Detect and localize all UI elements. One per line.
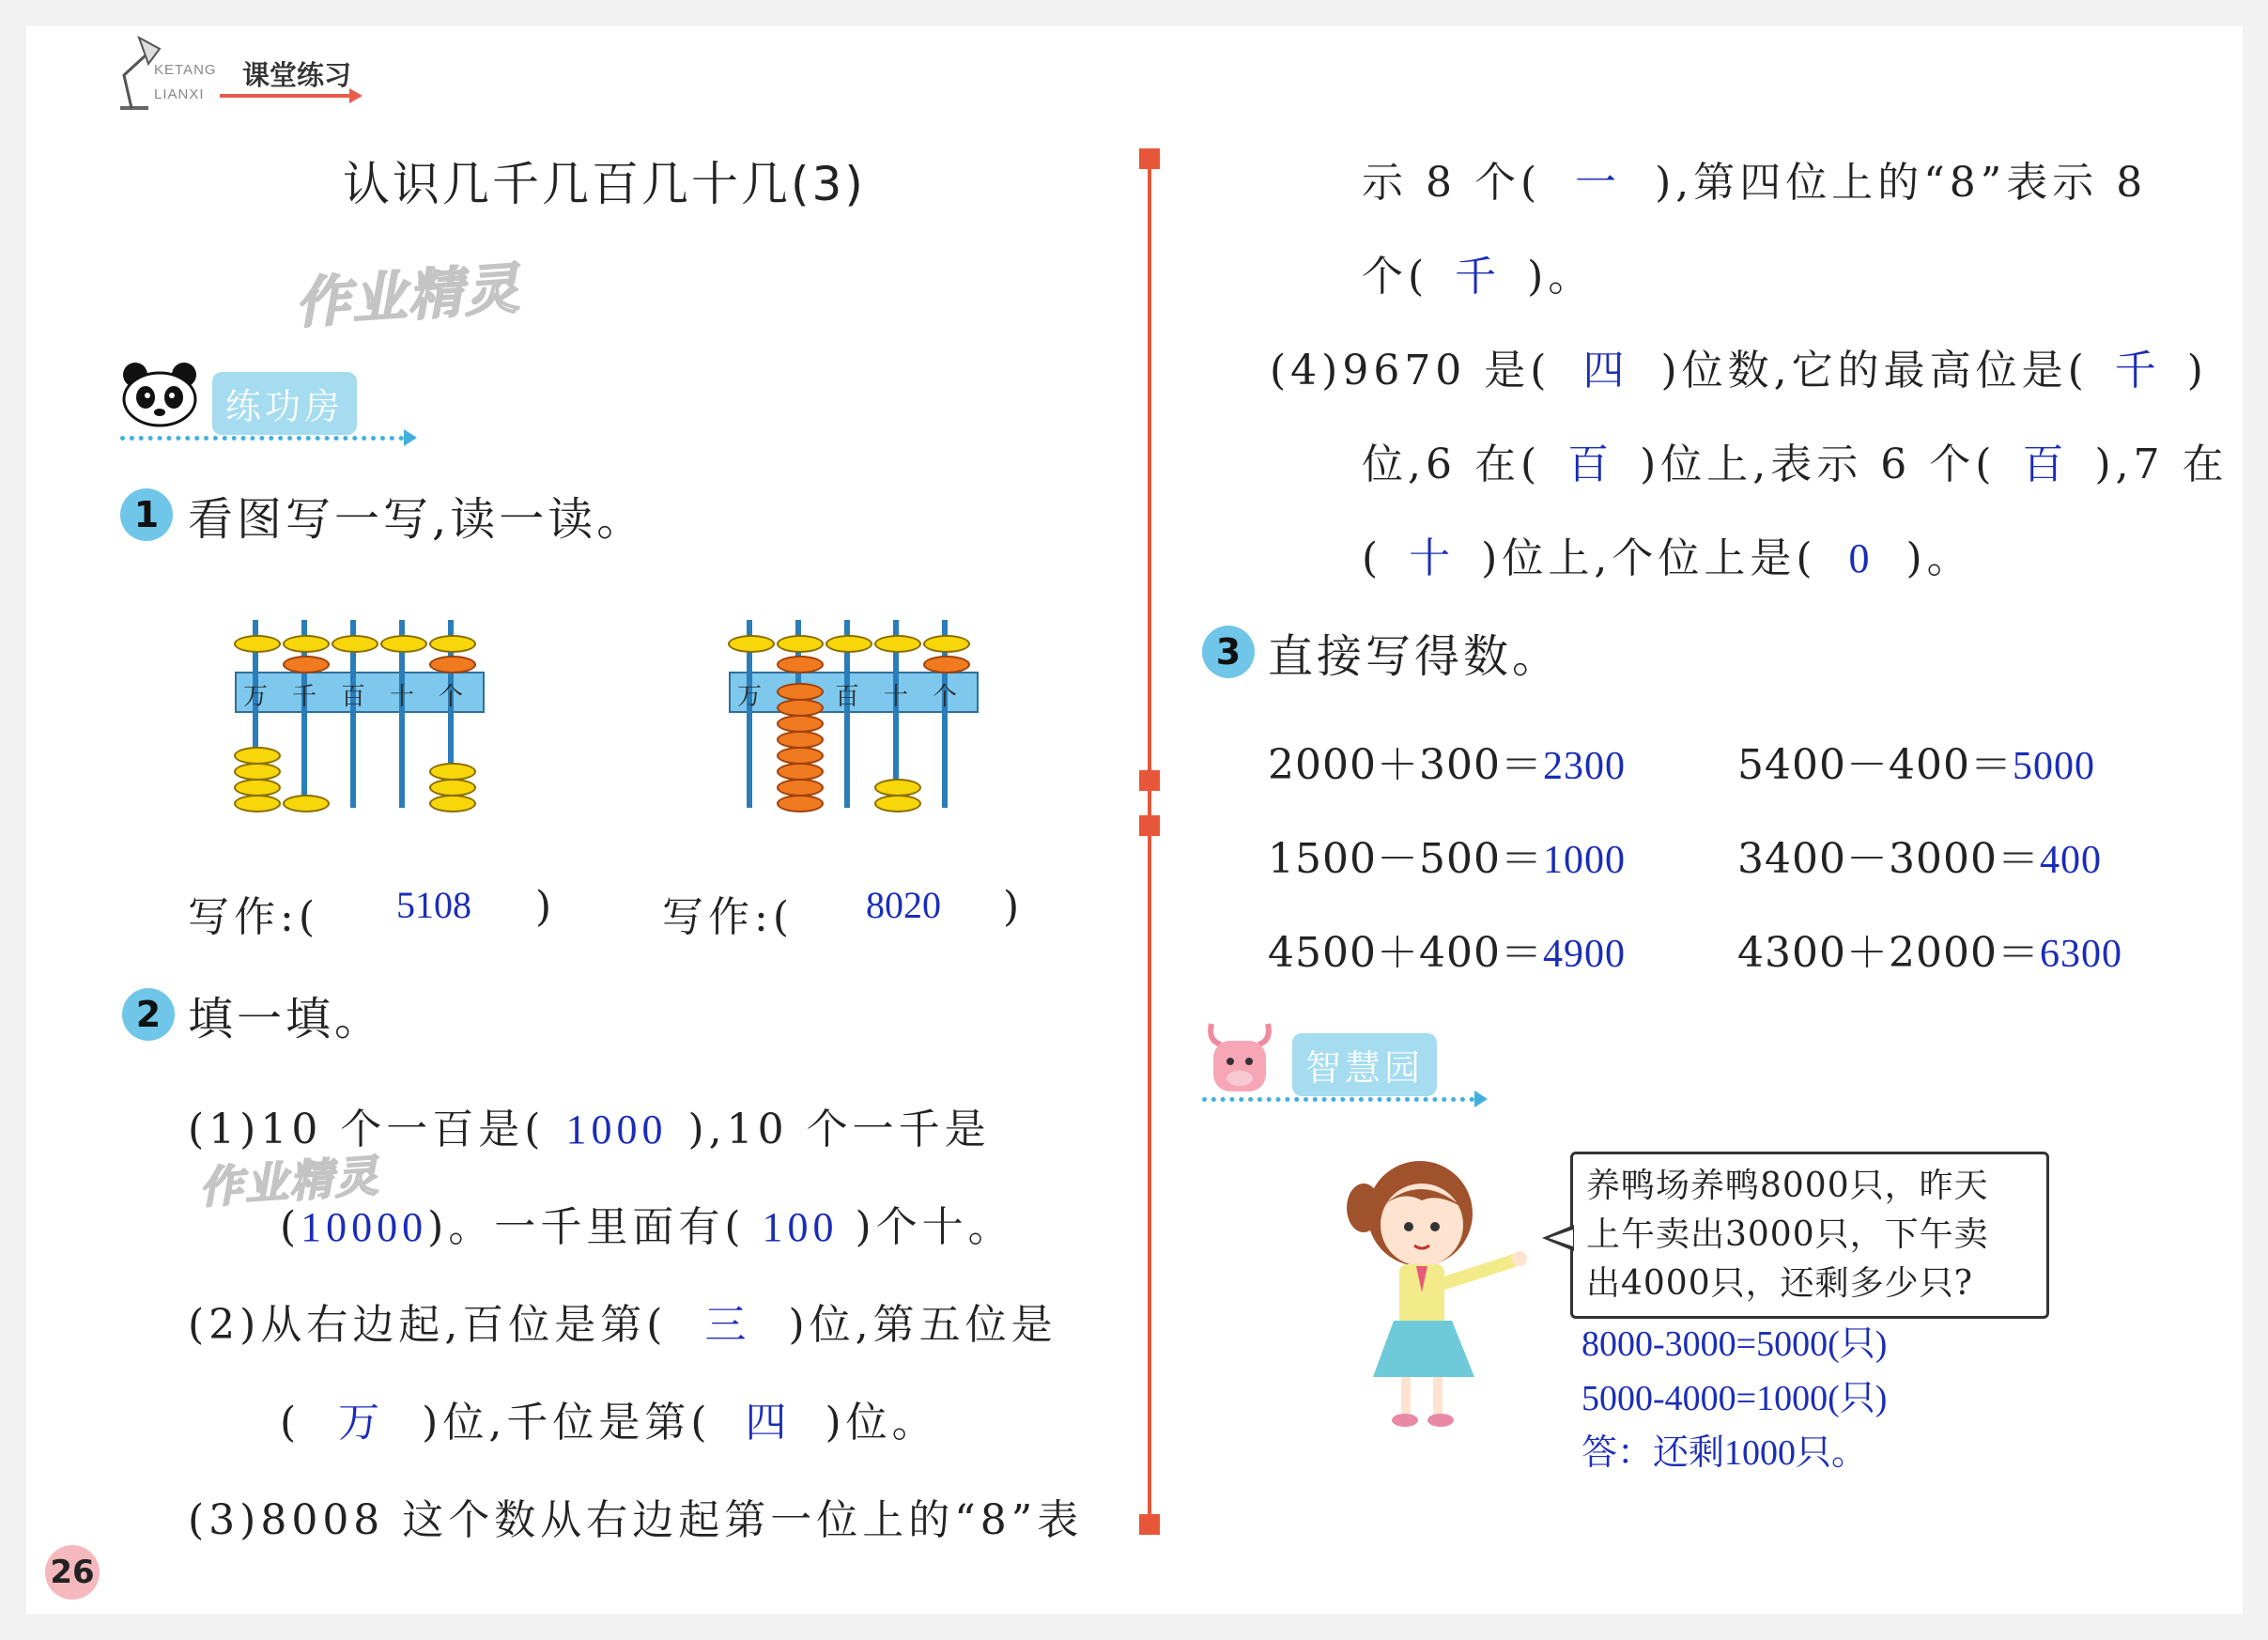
close-paren-1: ) (535, 883, 557, 931)
abacus-place-label: 百 (835, 683, 860, 711)
solution-line-2: 5000-4000=1000(只) (1581, 1379, 1888, 1418)
abacus-divider-bead (777, 656, 824, 673)
abacus-bead (234, 747, 281, 765)
abacus-bead (283, 795, 330, 812)
equation-answer: 400 (2039, 839, 2102, 882)
abacus-place-label: 千 (292, 683, 317, 711)
equation-6: 4300＋2000＝6300 (1737, 929, 2122, 977)
q2-line-5: (3)8008 这个数从右边起第一位上的“8”表 (188, 1496, 1084, 1544)
abacus-bead (777, 795, 824, 812)
cow-icon (1204, 1016, 1275, 1097)
page-number: 26 (45, 1545, 100, 1600)
abacus-bead (777, 715, 824, 733)
answer-shi: 十 (1409, 535, 1456, 581)
abacus-place-label: 个 (439, 683, 464, 711)
speech-line-1: 养鸭场养鸭8000只，昨天 (1586, 1167, 1989, 1205)
abacus-bead (874, 779, 921, 797)
solution-line-1: 8000-3000=5000(只) (1581, 1324, 1888, 1364)
abacus-bead (234, 779, 281, 797)
abacus-bead (429, 795, 476, 812)
section-divider-practice (120, 436, 404, 441)
equation-4: 3400－3000＝400 (1737, 835, 2102, 883)
q2-line-3: (2)从右边起,百位是第( 三 )位,第五位是 (188, 1301, 1057, 1349)
speech-bubble (1570, 1152, 2049, 1319)
abacus-upper-bead (380, 635, 427, 653)
divider-mark (1139, 148, 1160, 169)
equation-3: 1500－500＝1000 (1268, 835, 1626, 883)
answer-1000: 1000 (565, 1106, 668, 1153)
abacus-bead (777, 747, 824, 765)
equation-answer: 5000 (2012, 745, 2095, 788)
abacus-divider-bead (283, 656, 330, 673)
answer-bai-1: 百 (1567, 441, 1614, 487)
abacus-bead (777, 731, 824, 749)
abacus-place-label: 百 (341, 683, 366, 711)
abacus-upper-bead (777, 635, 824, 653)
equation-answer: 2300 (1542, 745, 1626, 788)
abacus-place-label: 个 (933, 683, 958, 711)
answer-abacus-2: 8020 (866, 884, 941, 926)
abacus-divider-bead (923, 656, 970, 673)
section-arrow-icon (1474, 1091, 1488, 1107)
answer-four-digit: 四 (1582, 348, 1629, 394)
abacus-upper-bead (283, 635, 330, 653)
answer-third: 三 (704, 1302, 751, 1348)
write-label-2: 写作:( (662, 893, 794, 941)
logo-title: 课堂练习 (242, 59, 352, 91)
answer-highest: 千 (2114, 348, 2161, 394)
equation-answer: 1000 (1542, 839, 1626, 882)
question-3-text: 直接写得数。 (1268, 630, 1562, 683)
divider-mark (1139, 815, 1160, 836)
answer-qian: 千 (1455, 254, 1502, 300)
abacus-place-label: 十 (884, 683, 909, 711)
abacus-upper-bead (429, 635, 476, 653)
answer-one: 一 (1575, 160, 1622, 206)
divider-mark (1139, 1514, 1160, 1535)
section-label-practice: 练功房 (212, 372, 357, 435)
section-label-wisdom: 智慧园 (1292, 1033, 1437, 1096)
abacus-bead (777, 763, 824, 781)
q2-line-9: 位,6 在( 百 )位上,表示 6 个( 百 ),7 在 (1362, 441, 2229, 488)
answer-10000: 10000 (301, 1204, 428, 1250)
logo-underline (220, 94, 351, 98)
write-label-1: 写作:( (188, 893, 319, 941)
abacus-upper-bead (825, 635, 872, 653)
q2-line-1: (1)10 个一百是( 1000 ),10 个一千是 (188, 1106, 991, 1153)
girl-illustration (1335, 1152, 1542, 1433)
question-1-text: 看图写一写,读一读。 (188, 493, 646, 546)
answer-wan: 万 (338, 1400, 385, 1446)
abacus-place-label: 万 (243, 683, 269, 711)
speech-line-2: 上午卖出3000只，下午卖 (1586, 1215, 1989, 1254)
abacus-upper-bead (234, 635, 281, 653)
solution-line-3: 答：还剩1000只。 (1581, 1433, 1868, 1473)
abacus-bead (874, 795, 921, 812)
divider-mark (1139, 770, 1160, 791)
q2-line-2: (10000)。一千里面有( 100 )个十。 (280, 1203, 1014, 1251)
abacus-place-label: 万 (737, 683, 763, 711)
q2-line-7: 个( 千 )。 (1362, 253, 1595, 301)
abacus-2 (729, 620, 982, 817)
panda-icon (120, 362, 199, 427)
equation-answer: 4900 (1542, 933, 1626, 976)
q2-line-6: 示 8 个( 一 ),第四位上的“8”表示 8 (1362, 159, 2148, 207)
abacus-bead (777, 699, 824, 717)
abacus-1 (235, 620, 488, 817)
q2-line-4: ( 万 )位,千位是第( 四 )位。 (280, 1399, 938, 1447)
logo-arrow-icon (349, 88, 363, 103)
section-arrow-icon (404, 429, 417, 446)
question-2-text: 填一填。 (188, 993, 384, 1045)
q2-line-8: (4)9670 是( 四 )位数,它的最高位是( 千 ) (1270, 347, 2208, 395)
answer-zero: 0 (1848, 535, 1875, 581)
abacus-bead (777, 683, 824, 701)
page-title: 认识几千几百几十几(3) (343, 157, 866, 211)
logo-ketang: KETANG (154, 62, 217, 78)
abacus-divider-bead (429, 656, 476, 673)
center-divider (1148, 150, 1151, 1531)
answer-100: 100 (762, 1204, 839, 1250)
equation-1: 2000＋300＝2300 (1268, 741, 1626, 789)
equation-5: 4500＋400＝4900 (1268, 929, 1626, 977)
close-paren-2: ) (1003, 883, 1025, 931)
abacus-bead (777, 779, 824, 797)
abacus-upper-bead (923, 635, 970, 653)
abacus-bead (234, 763, 281, 781)
speech-tail-fill (1549, 1230, 1573, 1246)
question-number-3: 3 (1202, 626, 1255, 678)
watermark: 作业精灵 (293, 255, 523, 336)
section-divider-wisdom (1202, 1097, 1474, 1102)
abacus-upper-bead (728, 635, 775, 653)
question-number-2: 2 (122, 988, 175, 1041)
equation-2: 5400－400＝5000 (1737, 741, 2095, 789)
watermark-2: 作业精灵 (197, 1150, 381, 1214)
abacus-upper-bead (874, 635, 921, 653)
abacus-bead (429, 763, 476, 781)
speech-line-3: 出4000只，还剩多少只? (1586, 1264, 1973, 1303)
answer-abacus-1: 5108 (396, 884, 471, 926)
question-number-1: 1 (120, 488, 173, 541)
answer-fourth: 四 (745, 1400, 792, 1446)
abacus-place-label: 十 (390, 683, 415, 711)
abacus-bead (429, 779, 476, 797)
abacus-upper-bead (332, 635, 378, 653)
answer-bai-2: 百 (2022, 441, 2069, 487)
logo-lianxi: LIANXI (154, 86, 205, 102)
q2-line-10: ( 十 )位上,个位上是( 0 )。 (1362, 534, 1973, 582)
abacus-bead (234, 795, 281, 812)
equation-answer: 6300 (2039, 933, 2122, 976)
